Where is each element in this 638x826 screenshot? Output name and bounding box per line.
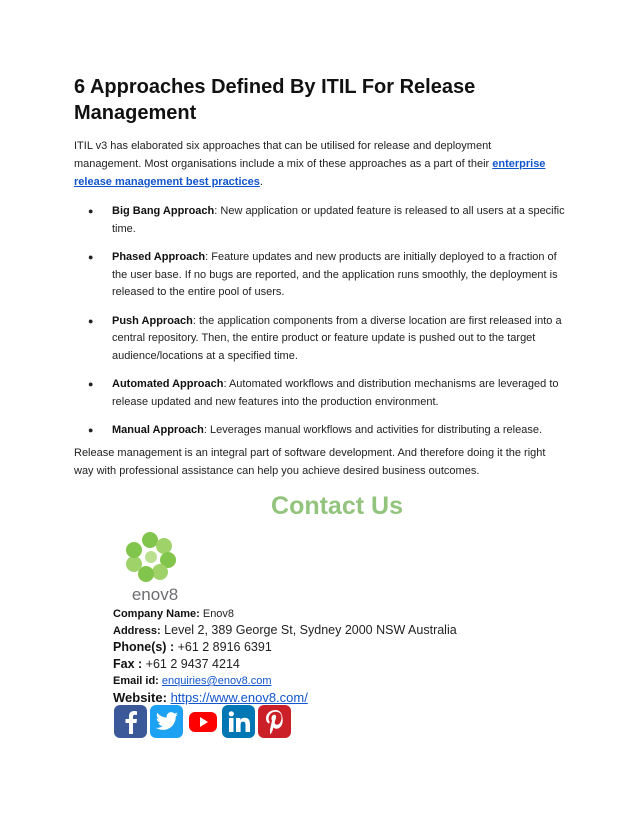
page-title: 6 Approaches Defined By ITIL For Release Management [74,76,476,124]
bullet-icon: ● [88,206,94,216]
pinterest-icon[interactable] [258,705,291,738]
approaches-list [74,203,574,451]
item-text: : Feature updates and new products are initially deployed to a fraction of the user base. If no bugs are reported, and the application runs smoothly, the deployment is released to the entire pool of users. [112,251,558,298]
contact-heading: Contact Us [271,492,403,520]
fax-row [113,656,457,673]
email-label: Email id: [113,675,159,687]
list-item [74,376,574,411]
bullet-icon: ● [88,315,94,326]
website-label: Website: [113,690,167,705]
item-name: Push Approach [112,314,193,327]
item-text: : the application components from a diverse location are first released into a central repository. Then, the entire product or feature update is pushed out to the target audience/locations at a specified time. [112,314,562,362]
social-icons [114,705,291,738]
email-link[interactable]: enquiries@enov8.com [161,675,272,687]
list-item [74,249,574,302]
list-item [74,422,574,440]
bullet-icon: ● [88,425,94,435]
address-value: Level 2, 389 George St, Sydney 2000 NSW Australia [160,623,457,637]
list-item [74,203,574,238]
bullet-icon: ● [88,379,94,389]
facebook-icon[interactable] [114,705,147,738]
company-row [113,606,457,622]
youtube-icon[interactable] [186,705,219,738]
company-value: Enov8 [199,608,235,620]
intro-text: ITIL v3 has elaborated six approaches that can be utilised for release and deployment management. Most organisations include a mix of these approaches as a part of their [74,140,493,170]
website-link[interactable]: https://www.enov8.com/ [170,690,308,705]
bullet-icon: ● [88,252,94,262]
linkedin-icon[interactable] [222,705,255,738]
address-row [113,622,457,639]
item-name: Manual Approach [112,424,204,436]
website-row [113,689,457,706]
closing-paragraph: Release management is an integral part of software development. And therefore doing it the right way with professional assistance can help you achieve desired business outcomes. [74,447,546,477]
item-name: Automated Approach [112,378,224,390]
item-text: : Automated workflows and distribution mechanisms are leveraged to release updated and new features into the production environment. [112,378,559,408]
fax-label: Fax : [113,657,143,671]
twitter-icon[interactable] [150,705,183,738]
intro-paragraph [74,137,554,191]
company-label: Company Name: [113,608,200,620]
item-name: Big Bang Approach [112,205,215,217]
item-text: : New application or updated feature is released to all users at a specific time. [112,205,565,235]
logo-text: enov8 [131,585,179,604]
phone-row [113,639,457,656]
phone-value: +61 2 8916 6391 [174,640,272,654]
email-row [113,673,457,689]
item-name: Phased Approach [112,251,206,263]
intro-end: . [259,176,263,188]
best-practices-link[interactable]: enterprise release management best practices [74,158,546,188]
phone-label: Phone(s) : [113,640,175,654]
contact-info [113,606,457,706]
fax-value: +61 2 9437 4214 [142,657,240,671]
address-label: Address: [113,625,161,637]
item-text: : Leverages manual workflows and activities for distributing a release. [203,424,543,436]
enov8-logo [120,528,190,604]
list-item [74,313,574,366]
